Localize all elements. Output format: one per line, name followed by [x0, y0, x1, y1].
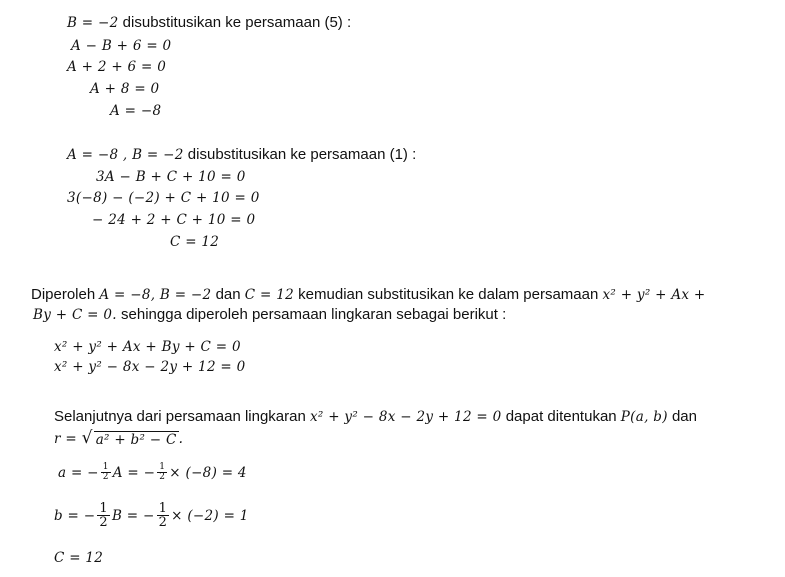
- s2-intro: [67, 146, 416, 164]
- s3-t1: Diperoleh: [31, 286, 100, 303]
- frac-num: 1: [158, 501, 168, 516]
- fraction-half-2: [157, 463, 167, 482]
- s4-m2: P(a, b): [620, 409, 668, 425]
- s3-m1: A = −8, B = −2: [99, 287, 212, 303]
- s5-a-lhs: a = −: [58, 464, 99, 481]
- frac-den: 2: [159, 472, 166, 482]
- s4-m1: x² + y² − 8x − 2y + 12 = 0: [310, 409, 502, 425]
- s2-eq3: − 24 + 2 + C + 10 = 0: [92, 212, 256, 228]
- s4-r-root: a² + b² − C: [95, 432, 177, 448]
- frac-num: 1: [102, 462, 109, 472]
- s3-line2: [33, 306, 506, 324]
- s3-m4: By + C = 0.: [33, 307, 117, 323]
- s3-t3: kemudian substitusikan ke dalam persamaan: [294, 286, 603, 303]
- s5-a-mid2: × (−8) = 4: [169, 464, 247, 481]
- s1-intro: [67, 14, 351, 32]
- s4-r-line: [54, 430, 183, 448]
- fraction-half-4: [157, 502, 170, 529]
- s5-b-mid1: B = −: [111, 507, 155, 524]
- fraction-half-1: [101, 463, 111, 482]
- s4-t2: dapat ditentukan: [501, 408, 621, 425]
- frac-den: 2: [99, 515, 108, 530]
- s2-eq4: C = 12: [170, 234, 220, 250]
- s2-prefix: A = −8 , B = −2: [67, 147, 184, 163]
- s5-b-lhs: b = −: [54, 507, 96, 524]
- frac-num: 1: [159, 462, 166, 472]
- s1-prefix: B = −2: [67, 15, 119, 31]
- s3-t2: dan: [211, 286, 245, 303]
- sqrt-symbol: [82, 430, 179, 448]
- s2-eq2: 3(−8) − (−2) + C + 10 = 0: [67, 190, 260, 206]
- s1-eq3: A + 8 = 0: [90, 81, 160, 97]
- s5-c-line: C = 12: [54, 550, 104, 566]
- s5-a-line: [58, 463, 247, 482]
- s3-m2: C = 12: [244, 287, 294, 303]
- s5-b-mid2: × (−2) = 1: [171, 507, 249, 524]
- frac-num: 1: [99, 501, 108, 516]
- s3-m3: x² + y² + Ax +: [602, 287, 706, 303]
- s3-line1: [31, 286, 706, 304]
- s4-t1: Selanjutnya dari persamaan lingkaran: [54, 408, 310, 425]
- s3-t4: sehingga diperoleh persamaan lingkaran sebagai berikut :: [116, 306, 507, 323]
- frac-den: 2: [102, 472, 109, 482]
- s5-a-mid1: A = −: [112, 464, 156, 481]
- s5-b-line: [54, 502, 249, 529]
- fraction-half-3: [97, 502, 110, 529]
- s1-eq1: A − B + 6 = 0: [71, 38, 172, 54]
- s2-eq1: 3A − B + C + 10 = 0: [96, 169, 246, 185]
- s3-eq1: x² + y² + Ax + By + C = 0: [54, 339, 241, 355]
- s4-r-prefix: r =: [54, 431, 82, 447]
- s1-text: disubstitusikan ke persamaan (5) :: [118, 14, 352, 31]
- s4-t3: dan: [667, 408, 697, 425]
- s4-r-end: .: [178, 431, 184, 447]
- frac-den: 2: [158, 515, 168, 530]
- radical-icon: √: [81, 428, 93, 448]
- s2-text: disubstitusikan ke persamaan (1) :: [183, 146, 417, 163]
- s3-eq2: x² + y² − 8x − 2y + 12 = 0: [54, 359, 246, 375]
- s1-eq4: A = −8: [110, 103, 162, 119]
- s4-line1: [54, 408, 697, 426]
- s1-eq2: A + 2 + 6 = 0: [67, 59, 167, 75]
